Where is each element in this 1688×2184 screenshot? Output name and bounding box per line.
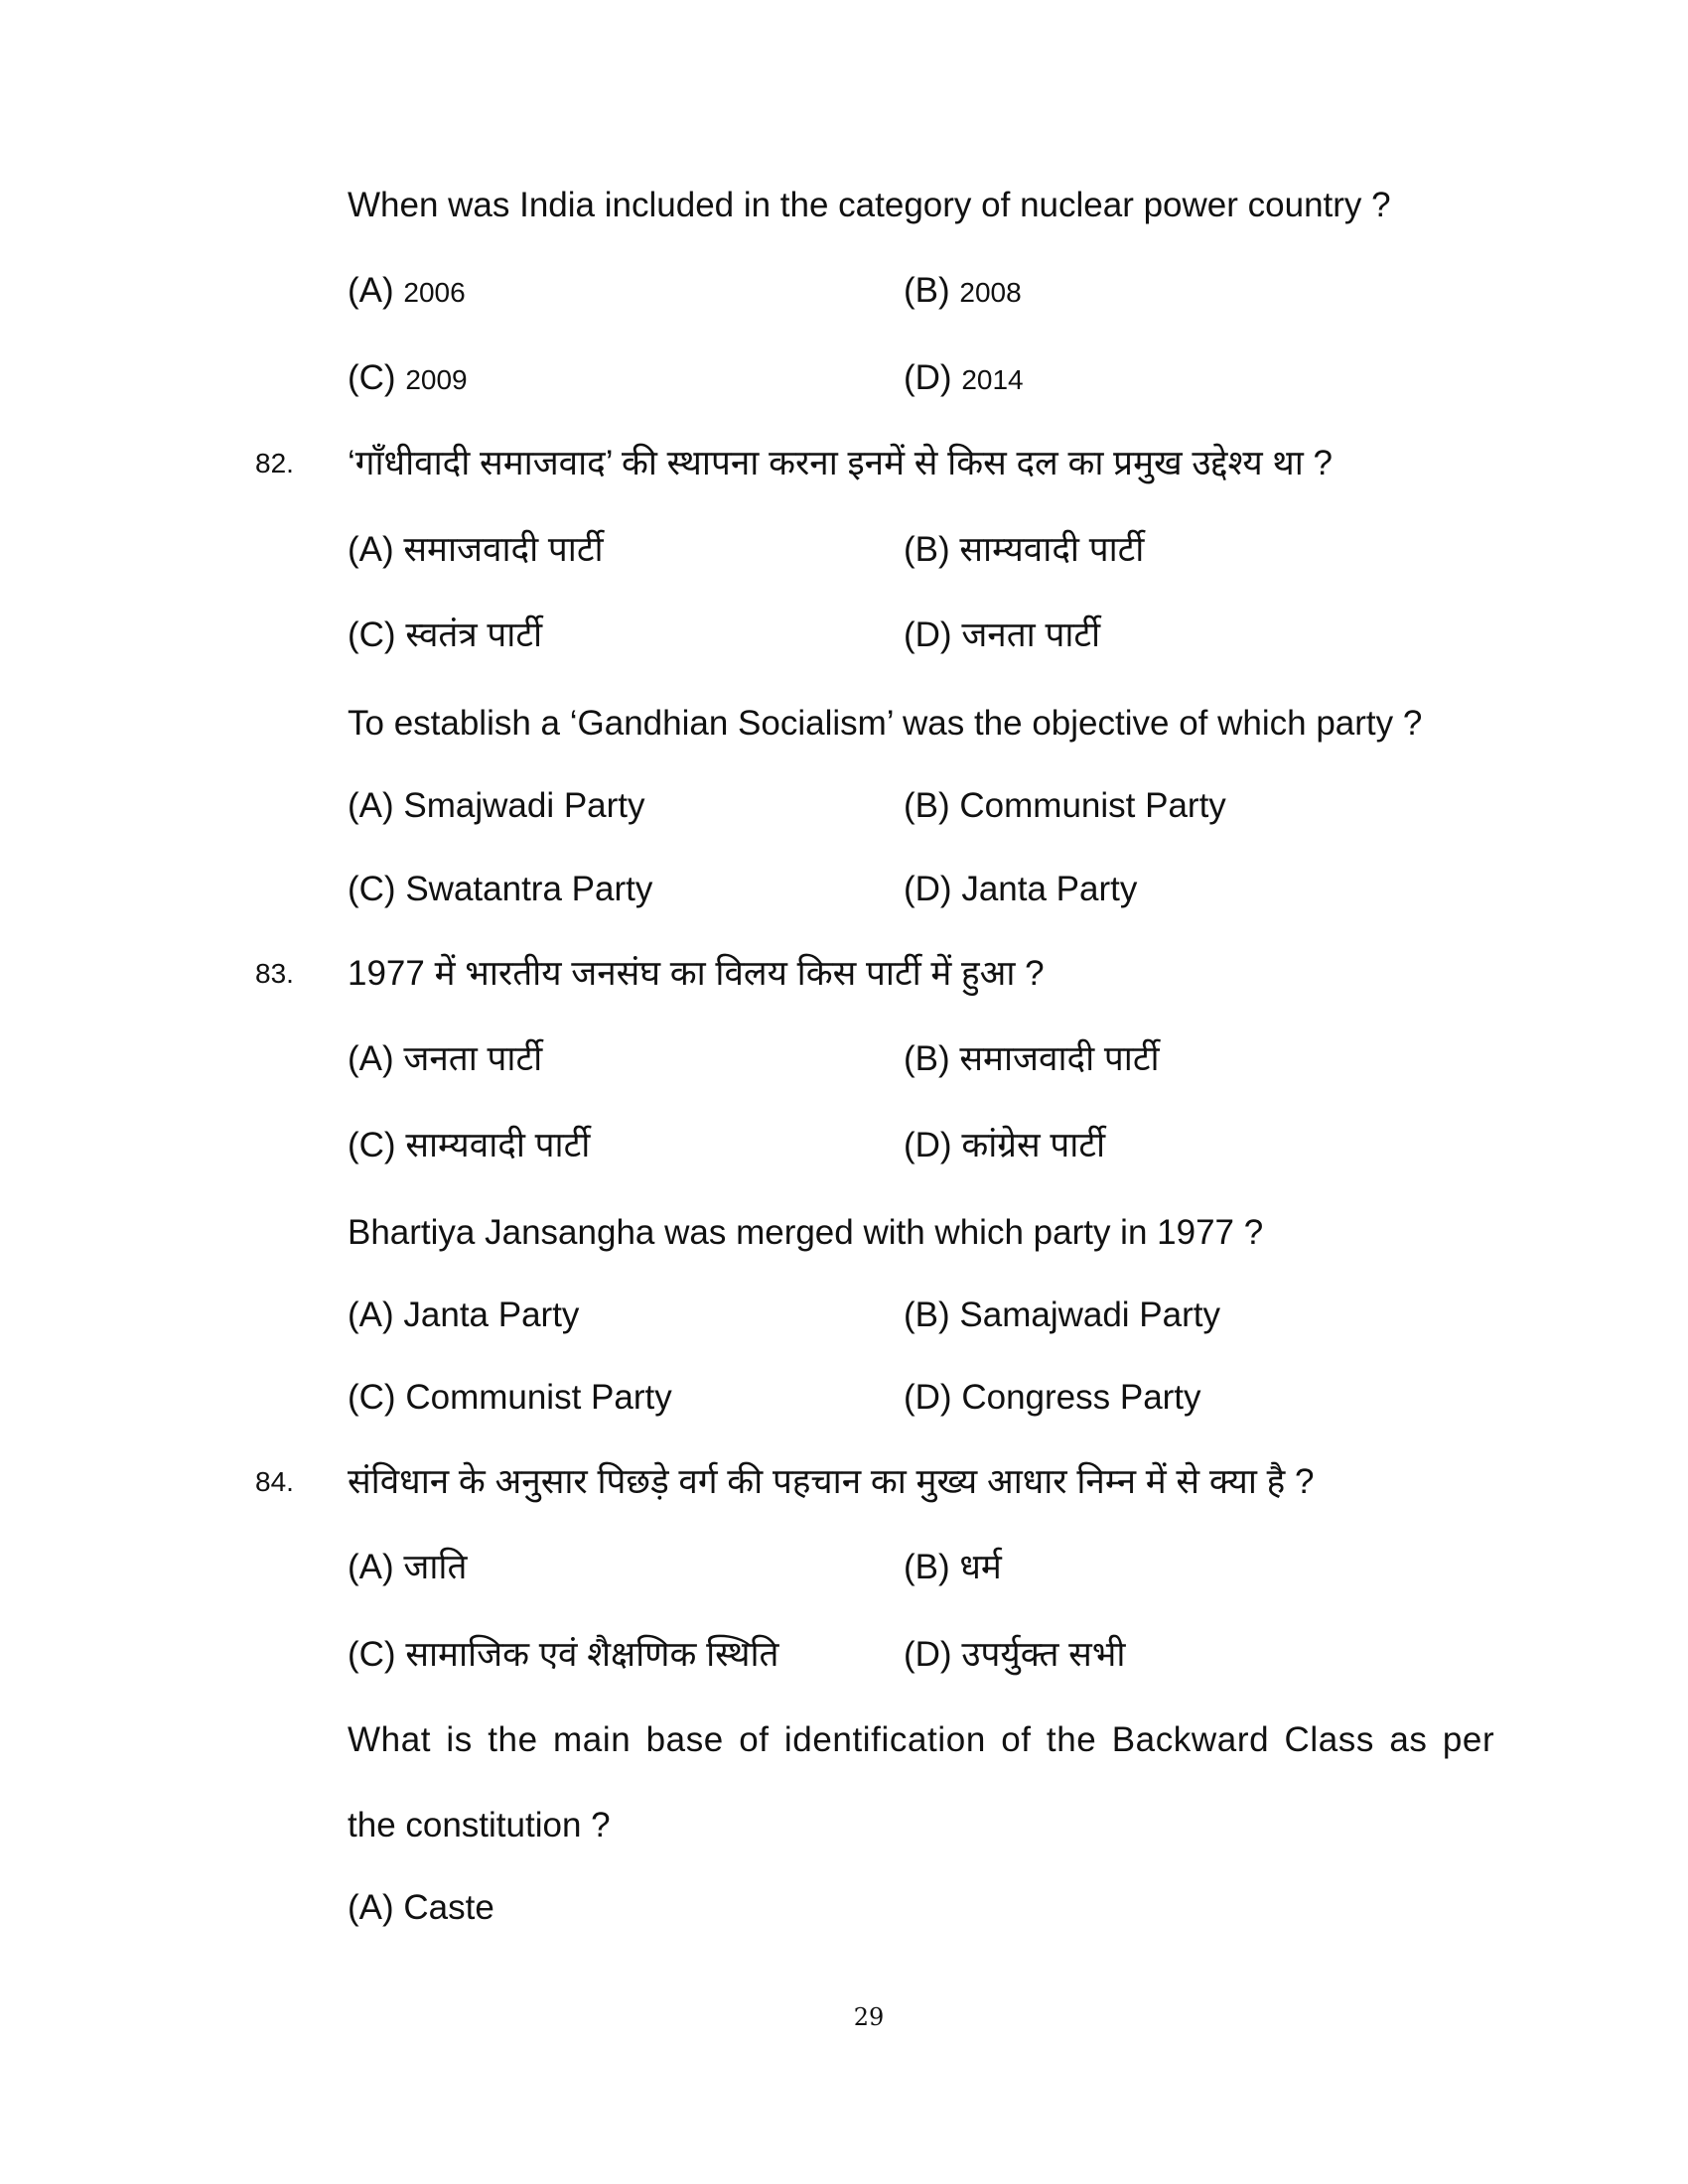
option-text: समाजवादी पार्टी (403, 530, 604, 569)
page-number: 29 (853, 2003, 885, 2031)
option-c (348, 1378, 672, 1418)
option-label: (A) (348, 1296, 394, 1334)
option-d (904, 1378, 1201, 1418)
option-text: Janta Party (403, 1296, 580, 1334)
option-b (904, 271, 1022, 313)
option-c-hindi (348, 1126, 590, 1165)
option-c (348, 870, 652, 909)
option-label: (A) (348, 1888, 394, 1927)
option-text: सामाजिक एवं शैक्षणिक स्थिति (405, 1635, 779, 1674)
option-text: 2014 (961, 364, 1024, 395)
option-text: Smajwadi Party (403, 786, 645, 825)
option-text: कांग्रेस पार्टी (961, 1126, 1106, 1164)
option-text: Communist Party (405, 1378, 672, 1417)
option-d (904, 358, 1024, 400)
option-text: Samajwadi Party (959, 1296, 1220, 1334)
question-text-hindi: ‘गाँधीवादी समाजवाद’ की स्थापना करना इनमें से किस दल का प्रमुख उद्देश्य था ? (348, 444, 1334, 482)
option-label: (B) (904, 530, 950, 569)
option-label: (A) (348, 271, 394, 310)
option-text: 2006 (403, 277, 466, 308)
question-text-hindi: 1977 में भारतीय जनसंघ का विलय किस पार्टी में हुआ ? (348, 954, 1045, 993)
question-number: 84. (255, 1466, 294, 1497)
option-label: (C) (348, 1378, 396, 1417)
option-label: (B) (904, 786, 950, 825)
option-text: 2008 (959, 277, 1022, 308)
option-b (904, 786, 1226, 826)
option-c (348, 358, 468, 400)
option-label: (C) (348, 870, 396, 908)
option-text: जनता पार्टी (403, 1039, 543, 1078)
option-b-hindi (904, 1039, 1160, 1079)
option-text: धर्म (959, 1548, 1002, 1586)
option-b-hindi (904, 530, 1144, 570)
option-label: (D) (904, 1378, 952, 1417)
option-label: (A) (348, 786, 394, 825)
option-text: Communist Party (959, 786, 1226, 825)
option-d (904, 870, 1137, 909)
question-text: Bhartiya Jansangha was merged with which party in 1977 ? (348, 1213, 1264, 1252)
option-a-hindi (348, 1039, 542, 1079)
option-label: (D) (904, 615, 952, 654)
option-label: (C) (348, 358, 396, 397)
option-label: (D) (904, 870, 952, 908)
option-text: Caste (403, 1888, 494, 1927)
option-text: Swatantra Party (405, 870, 653, 908)
option-d-hindi (904, 1635, 1125, 1675)
option-label: (A) (348, 530, 394, 569)
option-label: (A) (348, 1548, 394, 1586)
option-d-hindi (904, 1126, 1105, 1165)
option-label: (C) (348, 615, 396, 654)
question-text-line-2: the constitution ? (348, 1806, 611, 1844)
option-text: स्वतंत्र पार्टी (405, 615, 543, 654)
option-c-hindi (348, 1635, 778, 1675)
option-label: (A) (348, 1039, 394, 1078)
option-text: 2009 (405, 364, 468, 395)
option-a (348, 786, 645, 826)
option-label: (B) (904, 271, 950, 310)
question-number: 83. (255, 958, 294, 989)
option-a-hindi (348, 1548, 467, 1587)
option-d-hindi (904, 615, 1100, 655)
option-label: (D) (904, 358, 952, 397)
question-text: When was India included in the category of nuclear power country ? (348, 186, 1391, 224)
option-label: (C) (348, 1635, 396, 1674)
option-text: जाति (403, 1548, 468, 1586)
question-number: 82. (255, 448, 294, 478)
option-text: उपर्युक्त सभी (961, 1635, 1126, 1674)
option-text: साम्यवादी पार्टी (959, 530, 1145, 569)
option-a (348, 271, 466, 313)
option-label: (B) (904, 1296, 950, 1334)
option-text: Janta Party (961, 870, 1138, 908)
option-a (348, 1888, 494, 1928)
question-text-hindi: संविधान के अनुसार पिछड़े वर्ग की पहचान का मुख्य आधार निम्न में से क्या है ? (348, 1462, 1315, 1501)
option-a-hindi (348, 530, 604, 570)
option-text: साम्यवादी पार्टी (405, 1126, 591, 1164)
option-b (904, 1296, 1220, 1335)
option-label: (B) (904, 1039, 950, 1078)
option-label: (D) (904, 1635, 952, 1674)
option-b-hindi (904, 1548, 1002, 1587)
option-a (348, 1296, 579, 1335)
question-text-line-1: What is the main base of identification of the Backward Class as per (348, 1720, 1495, 1759)
option-label: (C) (348, 1126, 396, 1164)
option-text: समाजवादी पार्टी (959, 1039, 1160, 1078)
option-text: Congress Party (961, 1378, 1201, 1417)
option-label: (D) (904, 1126, 952, 1164)
option-label: (B) (904, 1548, 950, 1586)
question-text: To establish a ‘Gandhian Socialism’ was the objective of which party ? (348, 704, 1423, 743)
option-text: जनता पार्टी (961, 615, 1101, 654)
option-c-hindi (348, 615, 542, 655)
